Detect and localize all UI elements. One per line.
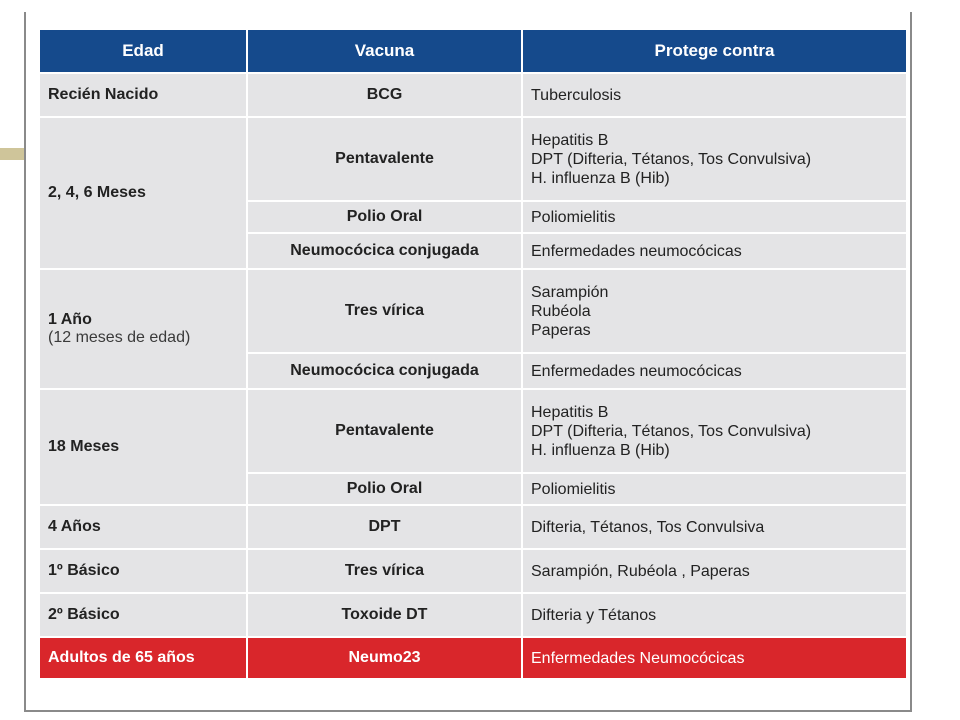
age-cell: 2º Básico <box>39 593 247 637</box>
vaccine-cell: BCG <box>247 73 522 117</box>
protects-cell: Tuberculosis <box>522 73 907 117</box>
protects-cell: Poliomielitis <box>522 201 907 233</box>
vaccine-cell: Polio Oral <box>247 473 522 505</box>
protects-cell: Enfermedades neumocócicas <box>522 353 907 389</box>
protects-line: DPT (Difteria, Tétanos, Tos Convulsiva) <box>531 422 812 440</box>
age-cell <box>39 269 247 389</box>
age-cell: 18 Meses <box>39 389 247 505</box>
protects-line: Sarampión <box>531 283 609 301</box>
protects-cell: Enfermedades neumocócicas <box>522 233 907 269</box>
protects-cell: Poliomielitis <box>522 473 907 505</box>
vaccine-cell: Polio Oral <box>247 201 522 233</box>
protects-cell <box>522 389 907 473</box>
age-cell: 1º Básico <box>39 549 247 593</box>
table-row <box>39 593 907 637</box>
vaccine-cell: Neumocócica conjugada <box>247 233 522 269</box>
table-row <box>39 73 907 117</box>
protects-cell: Enfermedades Neumocócicas <box>522 637 907 679</box>
header-vacuna: Vacuna <box>247 29 522 73</box>
protects-line: DPT (Difteria, Tétanos, Tos Convulsiva) <box>531 150 812 168</box>
vaccine-cell: Pentavalente <box>247 117 522 201</box>
vaccination-table <box>38 28 908 680</box>
age-label: 1 Año <box>48 311 92 328</box>
age-sublabel: (12 meses de edad) <box>48 329 191 346</box>
protects-cell: Difteria, Tétanos, Tos Convulsiva <box>522 505 907 549</box>
protects-cell <box>522 117 907 201</box>
protects-line: Hepatitis B <box>531 403 609 421</box>
age-cell: 4 Años <box>39 505 247 549</box>
table-row <box>39 389 907 473</box>
vaccine-cell: Neumocócica conjugada <box>247 353 522 389</box>
vaccine-cell: Toxoide DT <box>247 593 522 637</box>
table-header-row <box>39 29 907 73</box>
protects-line: Rubéola <box>531 302 591 320</box>
vaccine-cell: Tres vírica <box>247 549 522 593</box>
protects-line: H. influenza B (Hib) <box>531 441 670 459</box>
protects-cell: Sarampión, Rubéola , Paperas <box>522 549 907 593</box>
protects-line: Hepatitis B <box>531 131 609 149</box>
vaccine-cell: Neumo23 <box>247 637 522 679</box>
age-cell: Adultos de 65 años <box>39 637 247 679</box>
table-row <box>39 549 907 593</box>
age-cell: Recién Nacido <box>39 73 247 117</box>
table-row <box>39 269 907 353</box>
protects-line: Paperas <box>531 321 591 339</box>
table-row-highlight <box>39 637 907 679</box>
protects-line: H. influenza B (Hib) <box>531 169 670 187</box>
vaccine-cell: Tres vírica <box>247 269 522 353</box>
age-cell: 2, 4, 6 Meses <box>39 117 247 269</box>
table-row <box>39 505 907 549</box>
protects-cell <box>522 269 907 353</box>
table-row <box>39 117 907 201</box>
header-edad: Edad <box>39 29 247 73</box>
protects-cell: Difteria y Tétanos <box>522 593 907 637</box>
header-protege: Protege contra <box>522 29 907 73</box>
vaccine-cell: Pentavalente <box>247 389 522 473</box>
vaccine-cell: DPT <box>247 505 522 549</box>
